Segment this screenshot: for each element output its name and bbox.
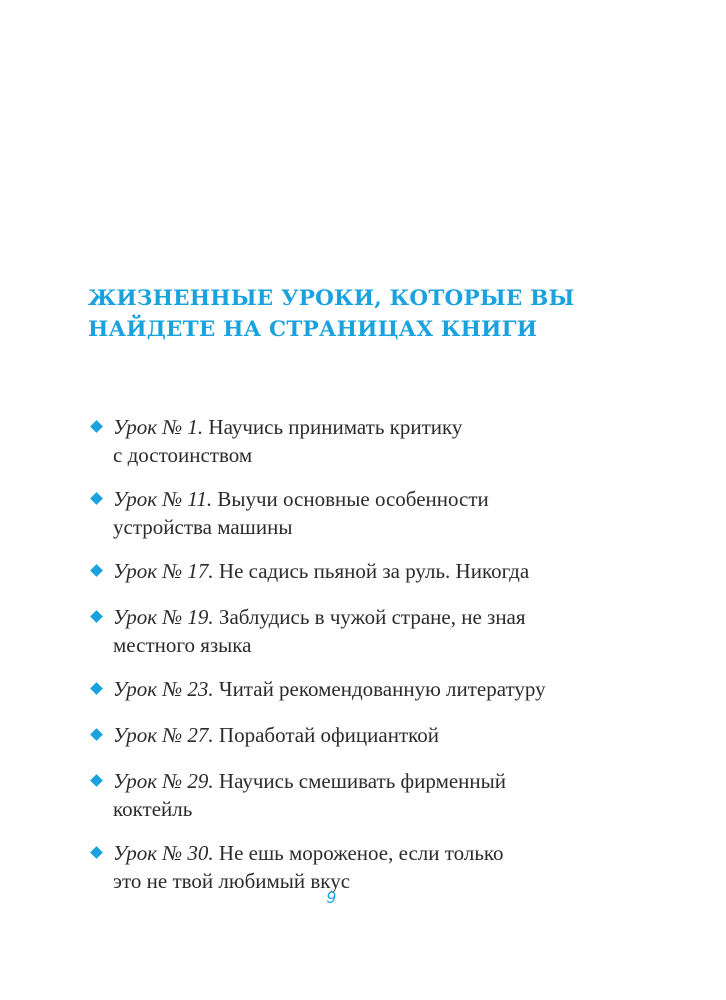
page-number: 9: [326, 888, 336, 907]
lesson-number: Урок № 27.: [113, 723, 214, 747]
lesson-item: [92, 675, 692, 703]
lesson-text: Заблудись в чужой стране, не зная: [218, 605, 526, 629]
lesson-item: [92, 485, 692, 541]
lesson-text-continued: коктейль: [113, 797, 193, 821]
lesson-item: [92, 557, 692, 585]
lesson-text: Научись смешивать фирменный: [218, 769, 507, 793]
lesson-text-continued: местного языка: [113, 633, 252, 657]
lesson-item: [92, 413, 692, 469]
lesson-number: Урок № 30.: [113, 841, 214, 865]
lesson-text: Выучи основные особенности: [217, 487, 489, 511]
lesson-text: Не садись пьяной за руль. Никогда: [218, 559, 530, 583]
diamond-bullet-icon: [90, 774, 103, 787]
heading-line-1: ЖИЗНЕННЫЕ УРОКИ, КОТОРЫЕ ВЫ: [88, 286, 575, 311]
lesson-number: Урок № 23.: [113, 677, 214, 701]
lesson-text: Поработай официанткой: [218, 723, 439, 747]
lesson-text: Научись принимать критику: [208, 415, 463, 439]
lesson-text-continued: с достоинством: [113, 443, 253, 467]
diamond-bullet-icon: [90, 492, 103, 505]
lesson-item: [92, 767, 692, 823]
lesson-item: [92, 603, 692, 659]
diamond-bullet-icon: [90, 564, 103, 577]
section-heading: [88, 283, 688, 345]
diamond-bullet-icon: [90, 682, 103, 695]
lesson-number: Урок № 17.: [113, 559, 214, 583]
lesson-number: Урок № 11.: [113, 487, 213, 511]
lesson-text: Читай рекомендованную литературу: [218, 677, 546, 701]
heading-line-2: НАЙДЕТЕ НА СТРАНИЦАХ КНИГИ: [88, 317, 538, 342]
lesson-number: Урок № 29.: [113, 769, 214, 793]
lesson-number: Урок № 19.: [113, 605, 214, 629]
diamond-bullet-icon: [90, 420, 103, 433]
lessons-list: [92, 413, 692, 911]
lesson-item: [92, 839, 692, 895]
lesson-text-continued: устройства машины: [113, 515, 293, 539]
lesson-text-continued: это не твой любимый вкус: [113, 869, 351, 893]
lesson-number: Урок № 1.: [113, 415, 204, 439]
diamond-bullet-icon: [90, 610, 103, 623]
lesson-text: Не ешь мороженое, если только: [218, 841, 504, 865]
lesson-item: [92, 721, 692, 749]
diamond-bullet-icon: [90, 728, 103, 741]
diamond-bullet-icon: [90, 846, 103, 859]
